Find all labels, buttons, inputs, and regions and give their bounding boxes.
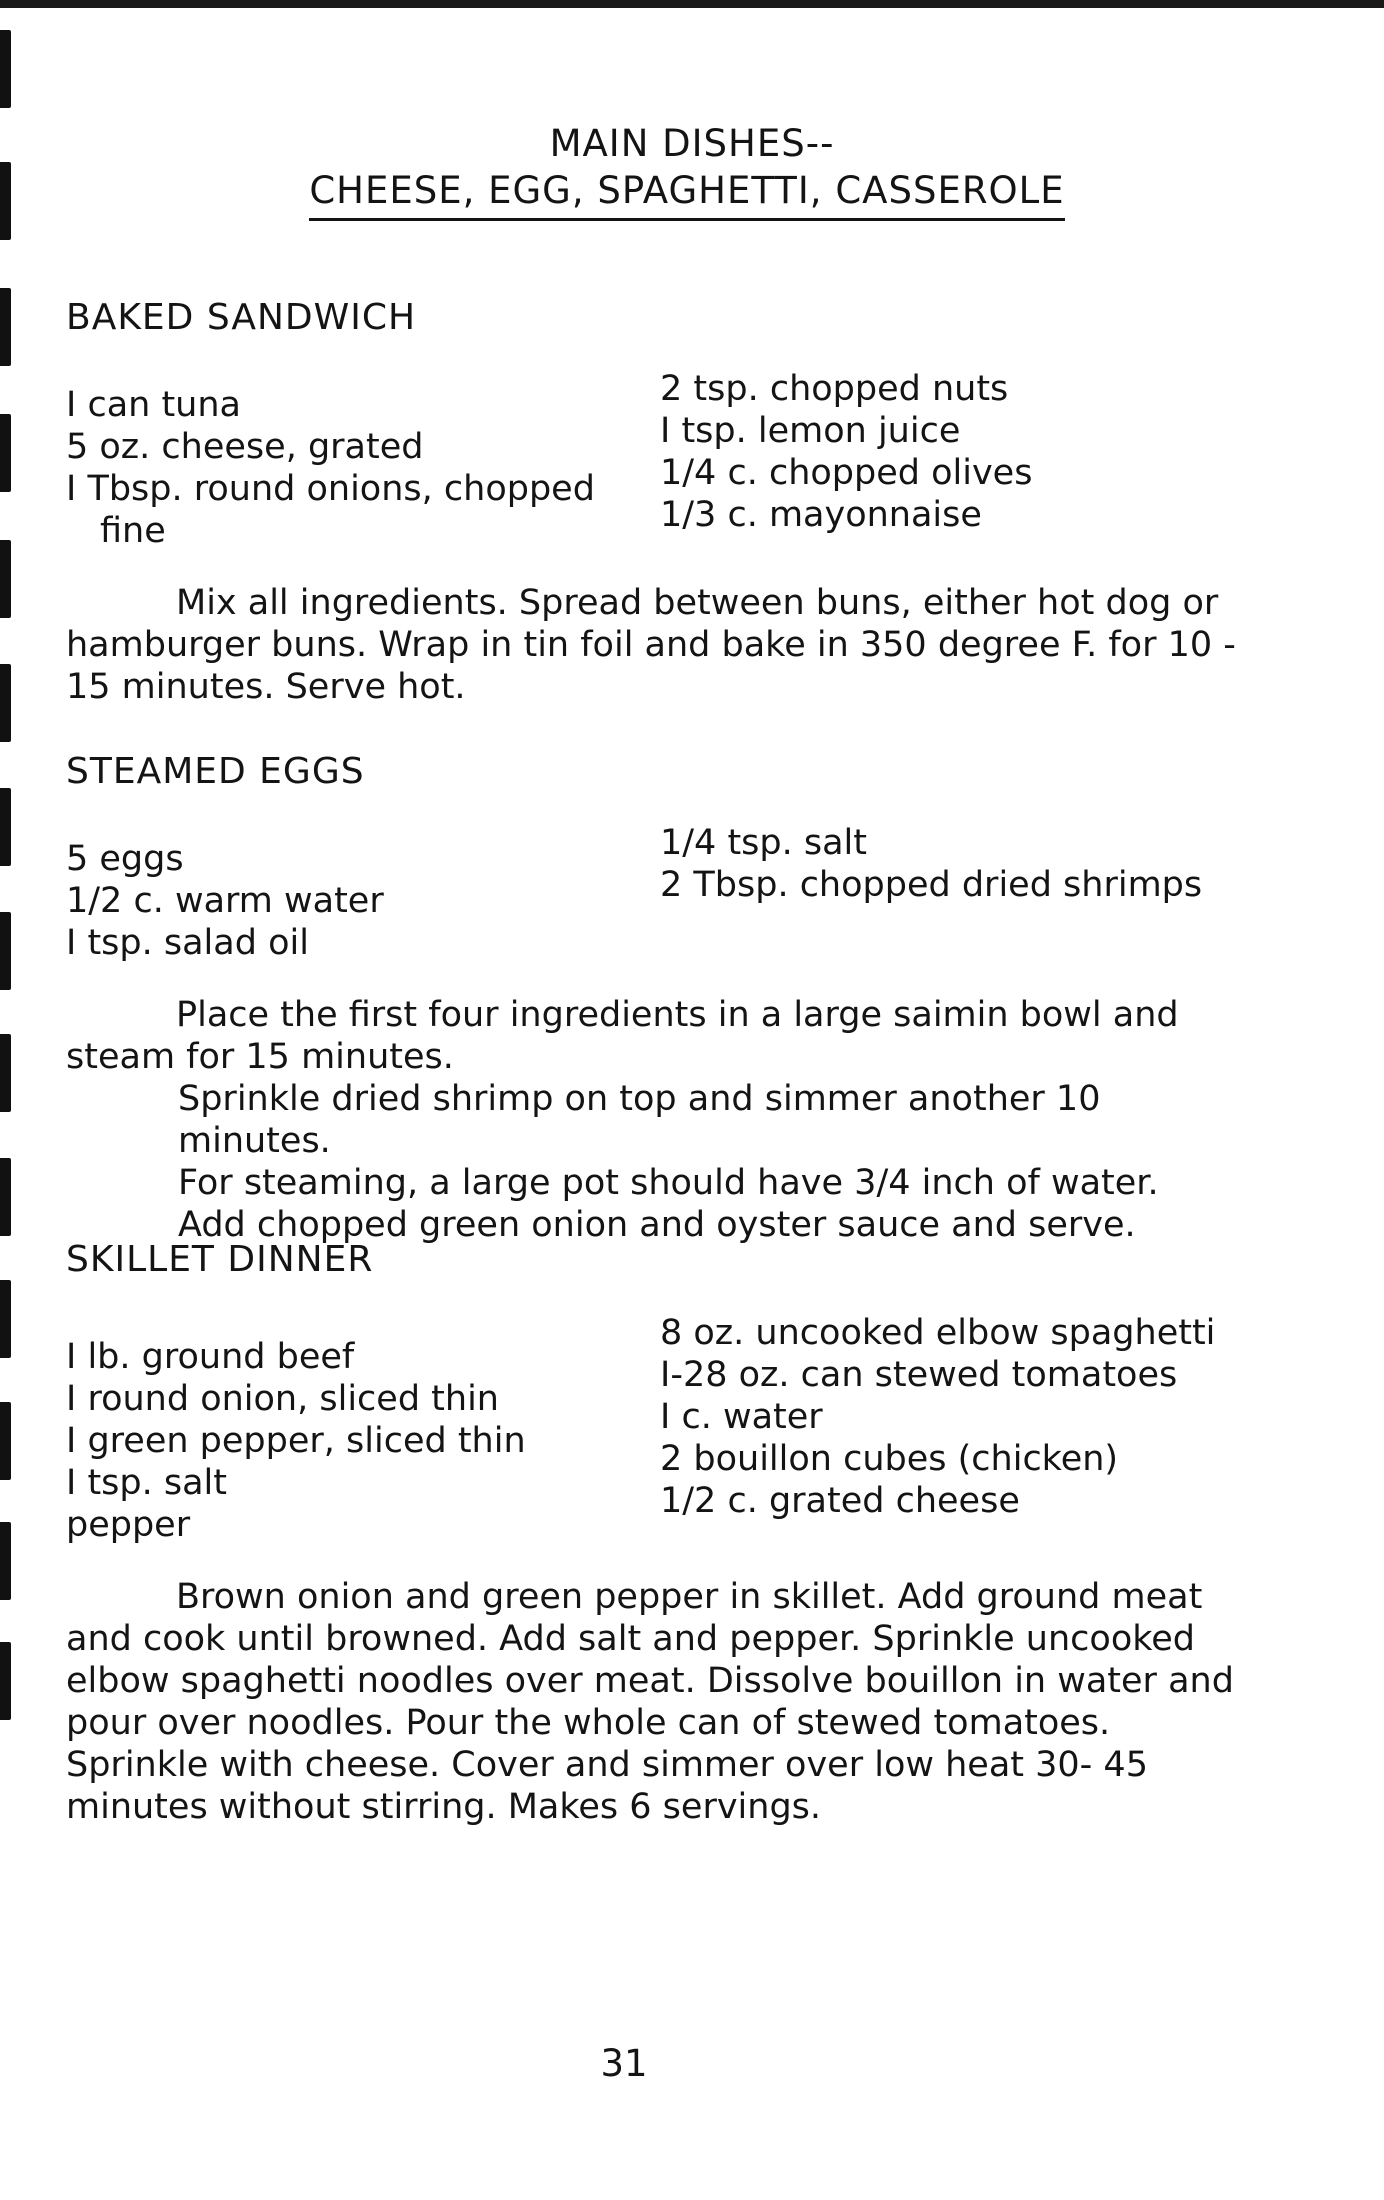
- ingredient: 5 eggs: [66, 839, 184, 879]
- ingredient: I can tuna: [66, 385, 241, 425]
- binding-hole: [0, 1402, 11, 1480]
- ingredient: 8 oz. uncooked elbow spaghetti: [660, 1313, 1216, 1353]
- ingredient-column-right: [660, 1312, 1220, 1546]
- ingredient: I Tbsp. round onions, chopped: [66, 469, 595, 509]
- recipe-directions: [66, 994, 1236, 1246]
- direction-paragraph: Place the first four ingredients in a large saimin bowl and steam for 15 minutes.: [66, 995, 1179, 1077]
- recipe-title: STEAMED EGGS: [66, 751, 365, 792]
- ingredient-list: [66, 1313, 1236, 1546]
- direction-step: Add chopped green onion and oyster sauce and serve.: [178, 1205, 1136, 1245]
- ingredient: I tsp. lemon juice: [660, 411, 961, 451]
- ingredient: I c. water: [660, 1397, 823, 1437]
- binding-hole: [0, 788, 11, 866]
- recipe-title: BAKED SANDWICH: [66, 297, 417, 338]
- ingredient: 1/2 c. warm water: [66, 881, 384, 921]
- ingredient: 1/3 c. mayonnaise: [660, 495, 982, 535]
- recipe-skillet-dinner: [66, 1238, 1236, 1828]
- recipe-baked-sandwich: [66, 296, 1236, 708]
- ingredient-continuation: fine: [100, 511, 166, 551]
- ingredient: 2 tsp. chopped nuts: [660, 369, 1009, 409]
- ingredient: I tsp. salt: [66, 1463, 228, 1503]
- ingredient: pepper: [66, 1505, 191, 1545]
- binding-hole: [0, 1280, 11, 1358]
- binding-hole: [0, 414, 11, 492]
- recipe-title: SKILLET DINNER: [66, 1239, 374, 1280]
- direction-paragraph: Brown onion and green pepper in skillet. Add ground meat and cook until browned. Add salt and pepper. Sprinkle uncooked elbow spaghetti noodles over meat. Dissolve bouillon in water and pour over noodles. Pour the whole can of stewed tomatoes. Sprinkle with cheese. Cover and simmer over low heat 30- 45 minutes without stirring. Makes 6 servings.: [66, 1577, 1234, 1827]
- direction-step: For steaming, a large pot should have 3/4 inch of water.: [178, 1163, 1159, 1203]
- ingredient-list: [66, 369, 1236, 552]
- section-subtitle: CHEESE, EGG, SPAGHETTI, CASSEROLE: [309, 167, 1064, 221]
- ingredient: I lb. ground beef: [66, 1337, 355, 1377]
- page-number: 31: [600, 2042, 648, 2085]
- section-title: MAIN DISHES--: [549, 122, 835, 165]
- ingredient: I green pepper, sliced thin: [66, 1421, 526, 1461]
- ingredient-column-right: [660, 822, 1220, 964]
- page-header: [0, 120, 1384, 221]
- ingredient: 2 bouillon cubes (chicken): [660, 1439, 1119, 1479]
- ingredient-column-left: [66, 838, 660, 964]
- ingredient: 1/4 tsp. salt: [660, 823, 868, 863]
- direction-step: Sprinkle dried shrimp on top and simmer another 10 minutes.: [178, 1079, 1101, 1161]
- ingredient-list: [66, 823, 1236, 964]
- binding-hole: [0, 1158, 11, 1236]
- recipe-steamed-eggs: [66, 750, 1236, 1246]
- recipe-directions: [66, 1576, 1236, 1828]
- binding-hole: [0, 1522, 11, 1600]
- ingredient: I round onion, sliced thin: [66, 1379, 499, 1419]
- binding-hole: [0, 540, 11, 618]
- ingredient: I tsp. salad oil: [66, 923, 309, 963]
- ingredient-column-right: [660, 368, 1220, 552]
- ingredient: I-28 oz. can stewed tomatoes: [660, 1355, 1178, 1395]
- direction-paragraph: Mix all ingredients. Spread between buns, either hot dog or hamburger buns. Wrap in tin foil and bake in 350 degree F. for 10 - 15 minutes. Serve hot.: [66, 583, 1236, 707]
- ingredient: 5 oz. cheese, grated: [66, 427, 424, 467]
- ingredient-column-left: [66, 384, 660, 552]
- ingredient: 1/2 c. grated cheese: [660, 1481, 1020, 1521]
- binding-hole: [0, 30, 11, 108]
- binding-hole: [0, 912, 11, 990]
- binding-hole: [0, 1034, 11, 1112]
- binding-hole: [0, 288, 11, 366]
- page-top-edge: [0, 0, 1384, 8]
- ingredient-column-left: [66, 1336, 660, 1546]
- recipe-directions: [66, 582, 1236, 708]
- ingredient: 2 Tbsp. chopped dried shrimps: [660, 865, 1203, 905]
- binding-hole: [0, 664, 11, 742]
- binding-hole: [0, 1642, 11, 1720]
- ingredient: 1/4 c. chopped olives: [660, 453, 1033, 493]
